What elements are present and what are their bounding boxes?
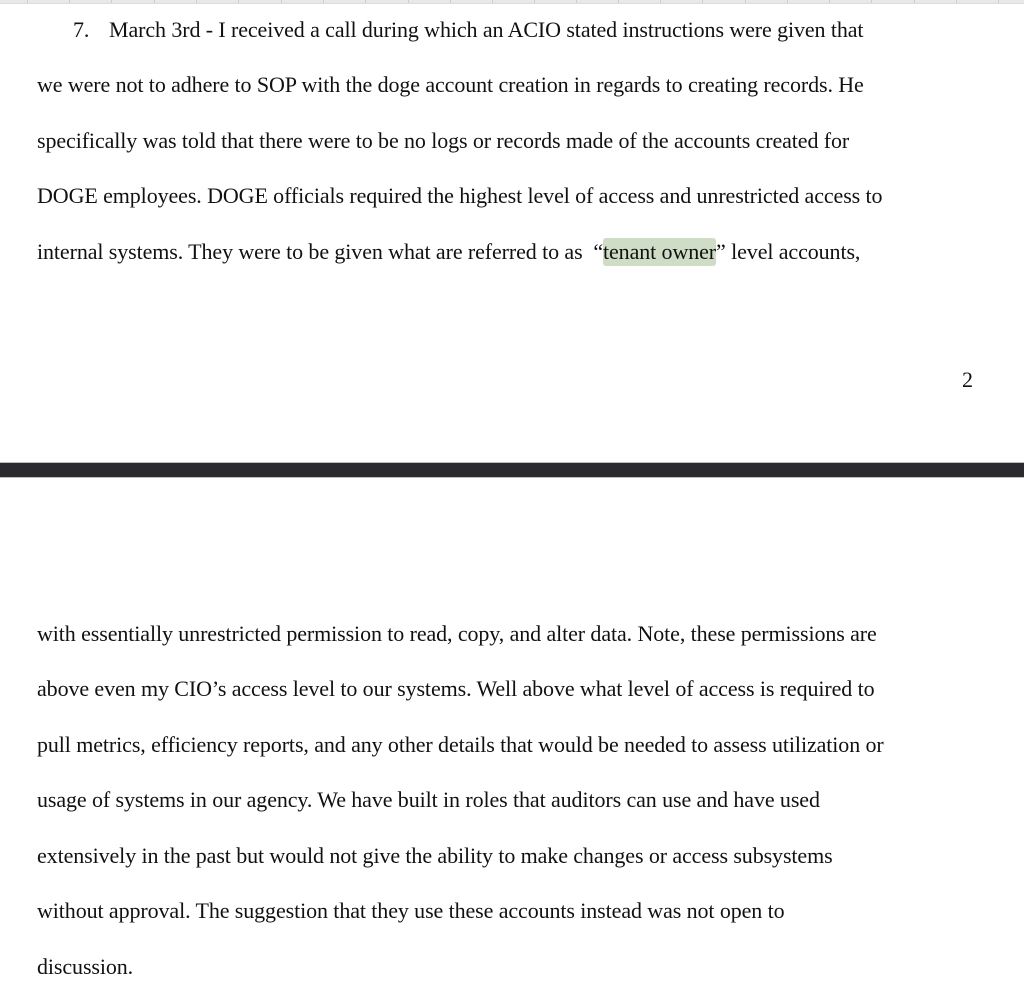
ruler-tick <box>534 0 535 3</box>
ruler-tick <box>787 0 788 3</box>
line-text: March 3rd - I received a call during which an ACIO stated instructions were given that <box>109 17 864 42</box>
paragraph-line: specifically was told that there were to be no logs or records made of the accounts created for <box>37 128 850 153</box>
highlighted-text[interactable]: tenant owner <box>603 239 717 264</box>
ruler-tick <box>154 0 155 3</box>
list-number: 7. <box>73 17 90 42</box>
ruler-tick <box>365 0 366 3</box>
page-2 <box>0 4 1024 462</box>
line-text: ” level accounts, <box>716 239 861 264</box>
ruler-tick <box>492 0 493 3</box>
paragraph-line: extensively in the past but would not give the ability to make changes or access subsystems <box>37 843 833 868</box>
ruler-tick <box>27 0 28 3</box>
ruler-tick <box>323 0 324 3</box>
paragraph-line: discussion. <box>37 954 134 979</box>
paragraph-line <box>37 238 860 266</box>
paragraph-line: DOGE employees. DOGE officials required the highest level of access and unrestricted access to <box>37 183 883 208</box>
paragraph-line: above even my CIO’s access level to our systems. Well above what level of access is required to <box>37 676 875 701</box>
ruler-tick <box>450 0 451 3</box>
paragraph-line: pull metrics, efficiency reports, and any other details that would be needed to assess utilization or <box>37 732 884 757</box>
ruler-tick <box>914 0 915 3</box>
paragraph-line: with essentially unrestricted permission to read, copy, and alter data. Note, these permissions are <box>37 621 877 646</box>
paragraph-line: we were not to adhere to SOP with the doge account creation in regards to creating records. He <box>37 72 864 97</box>
ruler-tick <box>408 0 409 3</box>
page-number: 2 <box>962 367 973 392</box>
ruler-tick <box>702 0 703 3</box>
ruler-tick <box>576 0 577 3</box>
ruler-tick <box>111 0 112 3</box>
page-break-separator <box>0 462 1024 478</box>
ruler-tick <box>871 0 872 3</box>
ruler-tick <box>829 0 830 3</box>
ruler-tick <box>956 0 957 3</box>
ruler-tick <box>745 0 746 3</box>
ruler-tick <box>69 0 70 3</box>
ruler-tick <box>281 0 282 3</box>
ruler-tick <box>998 0 999 3</box>
ruler-tick <box>660 0 661 3</box>
page-3 <box>0 478 1024 996</box>
ruler-tick <box>618 0 619 3</box>
ruler-tick <box>238 0 239 3</box>
line-text: internal systems. They were to be given what are referred to as “ <box>37 239 603 264</box>
ruler-tick <box>196 0 197 3</box>
paragraph-line <box>73 16 863 44</box>
paragraph-line: without approval. The suggestion that they use these accounts instead was not open to <box>37 898 785 923</box>
paragraph-line: usage of systems in our agency. We have built in roles that auditors can use and have used <box>37 787 820 812</box>
